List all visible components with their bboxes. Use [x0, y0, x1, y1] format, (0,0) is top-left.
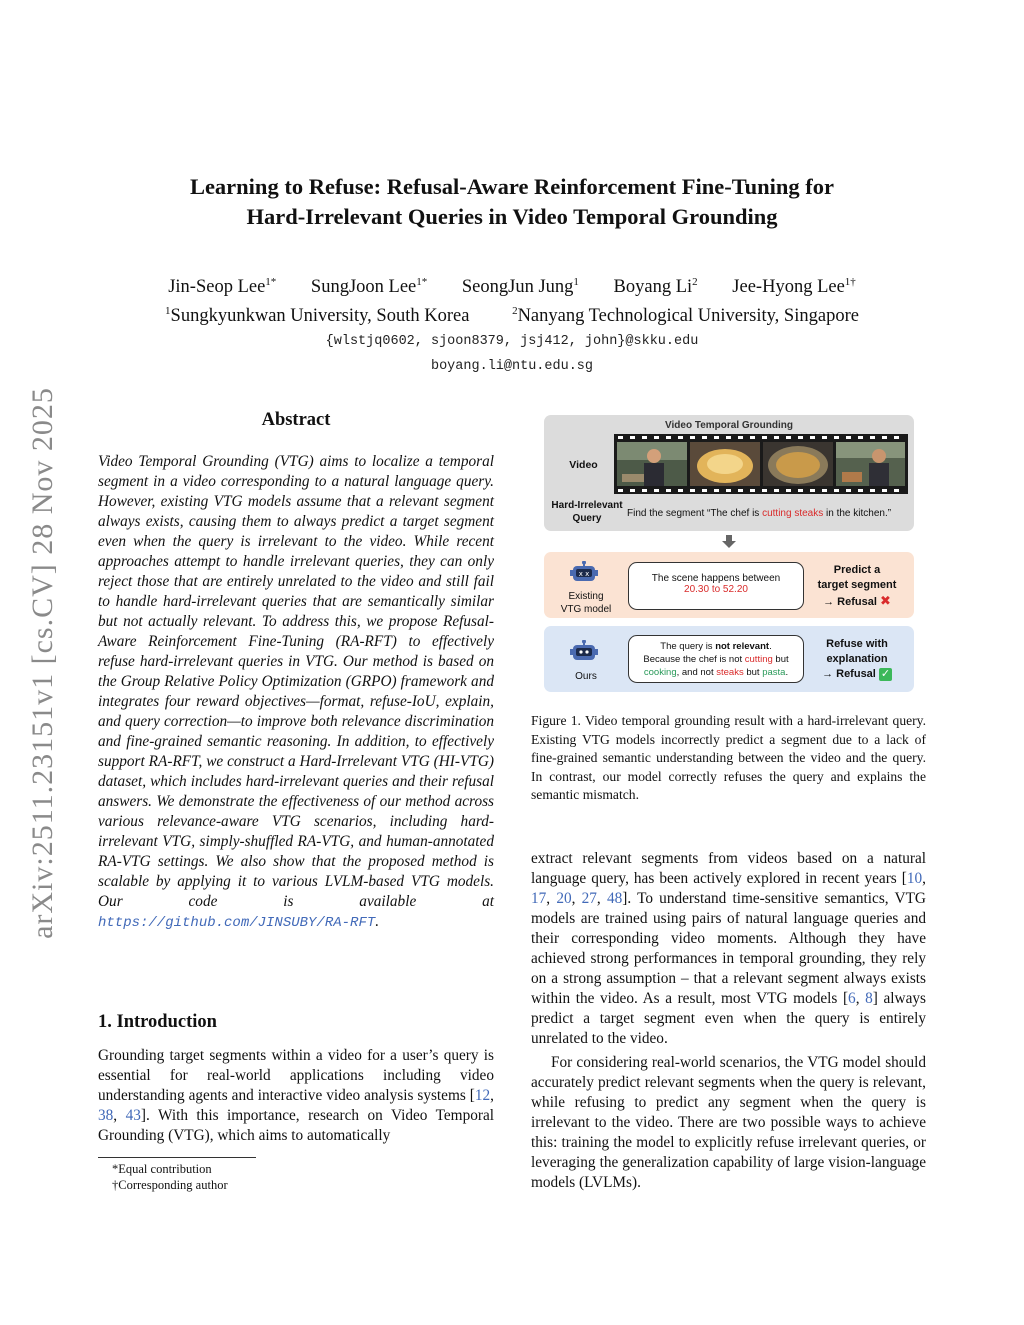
arxiv-id-text: arXiv:2511.23151v1 [cs.CV] 28 Nov 2025 [26, 387, 59, 939]
abstract-text: Video Temporal Grounding (VTG) aims to localize a temporal segment in a video corresponding to a natural language query. However, existing VTG models assume that a relevant segment always exists, causing them to always predict a target segment even when the query is irrelevant to the video. While recent approaches attempt to handle irrelevant queries, they can only reject those that are entirely unrelated to the video and still fail to handle hard-irrelevant queries that are semantically similar but not actually relevant. To address this, we propose Refusal-Aware Reinforcement Fine-Tuning (RA-RFT) to effectively refuse hard-irrelevant queries in VTG. Our method is based on the Group Relative Policy Optimization (GRPO) framework and integrates four reward objectives—format, refuse-IoU, explain, and query correction—to improve both relevance discrimination and fine-grained semantic reasoning. In addition, to effectively support RA-RFT, we construct a Hard-Irrelevant VTG (HI-VTG) dataset, which includes hard-irrelevant queries and their refusal answers. We demonstrate the effectiveness of our method across various relevance-aware VTG scenarios, including hard-irrelevant VTG, simply-shuffled RA-VTG, and human-annotated RA-VTG settings. We also show that the proposed method is scalable by applying it to various LVLM-based VTG models. Our code is available at [98, 453, 494, 910]
paper-title [100, 172, 924, 232]
check-icon: ✓ [880, 667, 891, 680]
video-label: Video [569, 459, 598, 471]
citation-link[interactable]: 38 [98, 1107, 114, 1124]
footnote-rule [98, 1157, 256, 1158]
robot-icon [570, 640, 600, 664]
cross-icon: ✖ [879, 593, 891, 608]
arxiv-side-label [12, 366, 74, 960]
title-line-1: Learning to Refuse: Refusal-Aware Reinforcement Fine-Tuning for [189, 174, 835, 199]
citation-link[interactable]: 12 [474, 1087, 491, 1104]
right-paragraph-2: For considering real-world scenarios, the VTG model should accurately predict relevant segments when the query is relevant, while refusing to predict any segment when the query is irrelevant to the video. There are two possible ways to achieve this: training the model to explicitly refuse irrelevant queries, or leveraging the generalization capability of large vision-language models (LVLMs). [531, 1054, 926, 1191]
ours-answer-bubble: The query is not relevant. Because the chef is not cutting but cooking, and not steaks but pasta. [628, 635, 804, 683]
citation-link[interactable]: 43 [125, 1107, 141, 1124]
author-3: SeongJun Jung$^1$ [461, 276, 579, 298]
figure-top-title: Video Temporal Grounding [665, 420, 793, 431]
abstract-heading: Abstract [261, 410, 331, 430]
query-text: Find the segment “The chef is cutting steaks in the kitchen.” [627, 508, 892, 519]
existing-answer-bubble: The scene happens between 20.30 to 52.20 [628, 562, 804, 610]
right-paragraph-1: extract relevant segments from videos based on a natural language query, has been actively explored in recent years [10, 17, 20, 27, 48]. To understand time-sensitive semantics, VTG models are trained using pairs of natural language queries and their corresponding video moments. Although they have achieved strong performances in temporal grounding, they rely on a strong assumption – that a relevant segment always exists within the video. As a result, most VTG models [6, 8] always predict a target segment even when the query is entirely unrelated to the video. [531, 850, 926, 1047]
citation-link[interactable]: 17 [531, 890, 547, 907]
citation-link[interactable]: 27 [581, 890, 597, 907]
citation-link[interactable]: 48 [606, 890, 623, 907]
existing-model-label: Existing VTG model [560, 591, 612, 615]
figure-1-caption: Figure 1. Video temporal grounding result with a hard-irrelevant query. Existing VTG models incorrectly predict a segment due to a lack of fine-grained semantic understanding between the video and the query. In contrast, our model correctly refuses the query and explains the semantic mismatch. [531, 713, 926, 802]
existing-outcome: Predict a target segment → Refusal ✖ [817, 564, 897, 608]
abstract-body: Video Temporal Grounding (VTG) aims to localize a temporal segment in a video corresponding to a natural language query. However, existing VTG models assume that a relevant segment always exists, causing them to always predict a target segment even when the query is irrelevant to the video. While recent approaches attempt to handle irrelevant queries, they can only reject those that are entirely unrelated to the video and still fail to handle hard-irrelevant queries that are semantically similar but not actually relevant. To address this, we propose Refusal-Aware Reinforcement Fine-Tuning (RA-RFT) to effectively refuse hard-irrelevant queries in VTG. Our method is based on the Group Relative Policy Optimization (GRPO) framework and integrates four reward objectives—format, refuse-IoU, explain, and query correction—to improve both relevance discrimination and fine-grained semantic reasoning. In addition, to effectively support RA-RFT, we construct a Hard-Irrelevant VTG (HI-VTG) dataset, which includes hard-irrelevant queries and their refusal answers. We demonstrate the effectiveness of our method across various relevance-aware VTG scenarios, including hard-irrelevant VTG, simply-shuffled RA-VTG, and human-annotated RA-VTG settings. We also show that the proposed method is scalable by applying it to various LVLM-based VTG models. Our code is available at https://github.com/JINSUBY/RA-RFT. [98, 453, 494, 931]
email-2: boyang.li@ntu.edu.sg [430, 359, 594, 375]
title-line-2: Hard-Irrelevant Queries in Video Temporal Grounding [246, 204, 778, 229]
affiliation-2: $^2$Nanyang Technological University, Singapore [512, 305, 859, 327]
citation-link[interactable]: 10 [906, 870, 923, 887]
introduction-paragraph: Grounding target segments within a video for a user’s query is essential for real-world applications including video understanding agents and interactive video analysis systems [12, 38, 43]. With this importance, research on Video Temporal Grounding (VTG), which aims to automatically [98, 1047, 495, 1144]
author-1: Jin-Seop Lee$^{1*}$ [168, 276, 277, 298]
query-label: Hard-Irrelevant Query [551, 500, 623, 524]
footnotes [112, 1161, 228, 1193]
code-link[interactable]: https://github.com/JINSUBY/RA-RFT [98, 915, 376, 931]
svg-text:x x: x x [578, 570, 590, 578]
down-arrow-icon [721, 535, 737, 549]
introduction-heading: 1. Introduction [98, 1012, 217, 1032]
affiliation-list [100, 299, 924, 328]
video-filmstrip [614, 434, 908, 494]
ours-label: Ours [575, 671, 597, 682]
citation-link[interactable]: 6 [848, 990, 856, 1007]
right-column-text [531, 849, 926, 1193]
author-block [100, 270, 924, 379]
citation-link[interactable]: 20 [556, 890, 572, 907]
ours-outcome: Refuse with explanation → Refusal ✓ [822, 638, 891, 680]
email-1: {wlstjq0602, sjoon8379, jsj412, john}@skku.edu [325, 334, 699, 350]
citation-link[interactable]: 8 [865, 990, 873, 1007]
footnote-equal-contribution: *Equal contribution [112, 1162, 212, 1176]
footnote-corresponding-author: †Corresponding author [112, 1178, 228, 1192]
robot-icon [570, 561, 600, 585]
author-2: SungJoon Lee$^{1*}$ [310, 276, 428, 298]
author-4: Boyang Li$^2$ [613, 276, 698, 298]
author-list [100, 270, 924, 299]
affiliation-1: $^1$Sungkyunkwan University, South Korea [165, 305, 470, 327]
author-5: Jee-Hyong Lee$^{1\dagger}$ [732, 276, 856, 298]
